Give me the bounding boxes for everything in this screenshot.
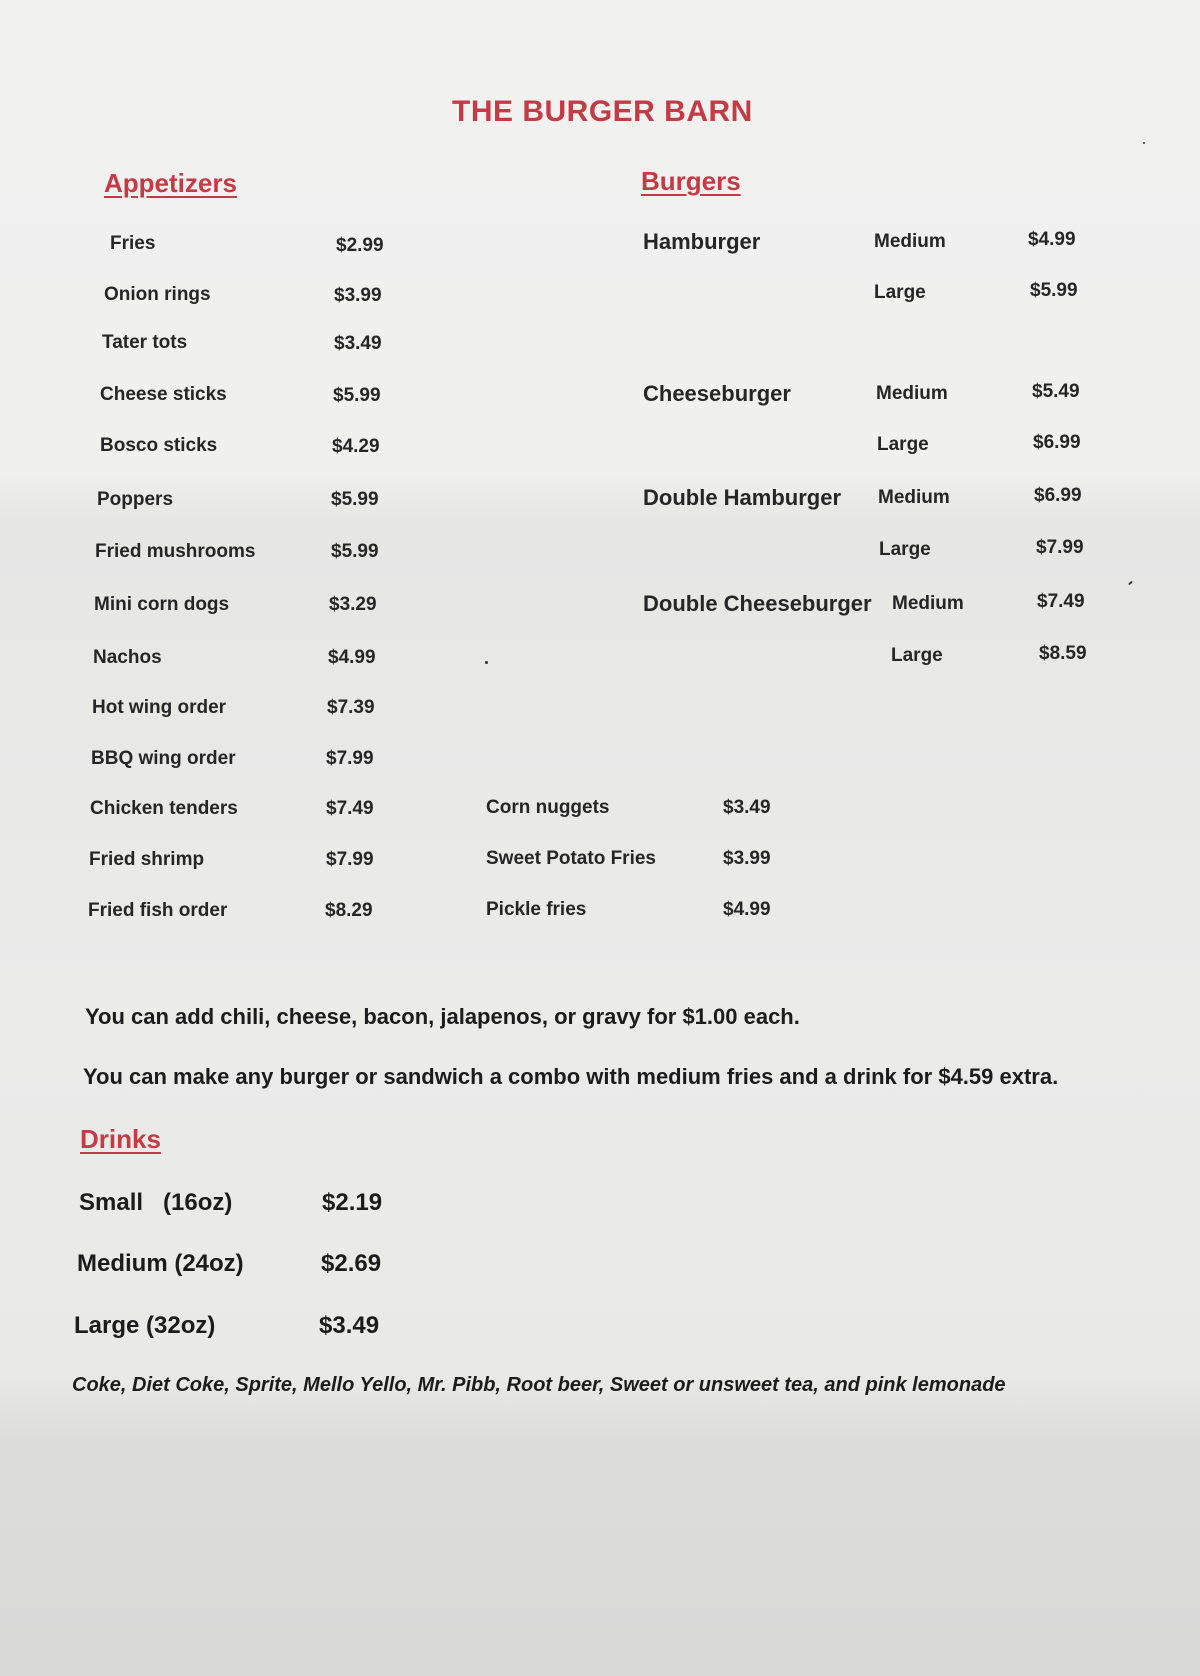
drink-price: $2.19: [322, 1189, 383, 1216]
appetizer-price: $7.49: [326, 798, 374, 819]
paper-speck: [1143, 142, 1145, 144]
page-title: THE BURGER BARN: [452, 95, 753, 128]
appetizer-name: Poppers: [97, 489, 174, 510]
appetizer-price: $5.99: [331, 489, 379, 510]
burger-size-label: Medium: [876, 383, 948, 404]
burger-size-price: $5.99: [1030, 280, 1078, 301]
drinks-heading: Drinks: [80, 1124, 161, 1154]
appetizer-name: Mini corn dogs: [94, 594, 230, 615]
combo-note: You can make any burger or sandwich a combo with medium fries and a drink for $4.59 extra.: [83, 1064, 1059, 1089]
burger-size-label: Large: [891, 645, 943, 666]
appetizer-price: $5.99: [333, 385, 381, 406]
appetizer-name: Nachos: [93, 647, 162, 668]
appetizer-price: $7.39: [327, 697, 375, 718]
appetizer-name: Cheese sticks: [100, 384, 227, 405]
appetizer-name: BBQ wing order: [91, 748, 236, 769]
burger-size-label: Medium: [874, 231, 946, 252]
burgers-heading: Burgers: [641, 166, 741, 196]
appetizer-price: $5.99: [331, 541, 379, 562]
burger-size-label: Large: [877, 434, 929, 455]
burger-size-label: Large: [879, 539, 931, 560]
appetizer-price: $3.49: [334, 333, 382, 354]
paper-speck: [485, 661, 488, 664]
burger-size-price: $6.99: [1033, 432, 1081, 453]
appetizer-name: Bosco sticks: [100, 435, 218, 456]
side-name: Pickle fries: [486, 899, 587, 920]
addons-note: You can add chili, cheese, bacon, jalapenos, or gravy for $1.00 each.: [85, 1004, 800, 1029]
burger-name: Double Cheeseburger: [643, 591, 872, 616]
appetizer-price: $8.29: [325, 900, 373, 921]
paper-speck: [1128, 581, 1133, 586]
drink-price: $2.69: [321, 1250, 382, 1277]
side-price: $4.99: [723, 899, 771, 920]
burger-size-price: $4.99: [1028, 229, 1076, 250]
appetizer-name: Onion rings: [104, 284, 211, 305]
side-price: $3.49: [723, 797, 771, 818]
appetizer-name: Hot wing order: [92, 697, 227, 718]
drink-size: Small (16oz): [79, 1189, 233, 1216]
appetizer-price: $2.99: [336, 235, 384, 256]
drink-size: Large (32oz): [74, 1312, 216, 1339]
appetizer-price: $7.99: [326, 849, 374, 870]
appetizers-heading: Appetizers: [104, 168, 237, 198]
burger-name: Hamburger: [643, 229, 761, 254]
burger-size-price: $7.99: [1036, 537, 1084, 558]
burger-size-label: Large: [874, 282, 926, 303]
appetizer-name: Fries: [110, 233, 156, 254]
appetizer-price: $4.29: [332, 436, 380, 457]
burger-name: Double Hamburger: [643, 485, 842, 510]
drink-price: $3.49: [319, 1312, 380, 1339]
side-price: $3.99: [723, 848, 771, 869]
appetizer-price: $4.99: [328, 647, 376, 668]
appetizer-name: Fried mushrooms: [95, 541, 256, 562]
appetizer-price: $3.29: [329, 594, 377, 615]
drink-size: Medium (24oz): [77, 1250, 244, 1277]
burger-size-price: $8.59: [1039, 643, 1087, 664]
appetizer-name: Fried fish order: [88, 900, 228, 921]
side-name: Corn nuggets: [486, 797, 610, 818]
drink-flavors: Coke, Diet Coke, Sprite, Mello Yello, Mr. Pibb, Root beer, Sweet or unsweet tea, and pink lemonade: [72, 1374, 1006, 1396]
burger-name: Cheeseburger: [643, 381, 791, 406]
side-name: Sweet Potato Fries: [486, 848, 656, 869]
appetizer-price: $3.99: [334, 285, 382, 306]
burger-size-label: Medium: [892, 593, 964, 614]
appetizer-price: $7.99: [326, 748, 374, 769]
burger-size-price: $5.49: [1032, 381, 1080, 402]
burger-size-price: $7.49: [1037, 591, 1085, 612]
burger-size-label: Medium: [878, 487, 950, 508]
burger-size-price: $6.99: [1034, 485, 1082, 506]
appetizer-name: Chicken tenders: [90, 798, 238, 819]
appetizer-name: Tater tots: [102, 332, 188, 353]
appetizer-name: Fried shrimp: [89, 849, 205, 870]
